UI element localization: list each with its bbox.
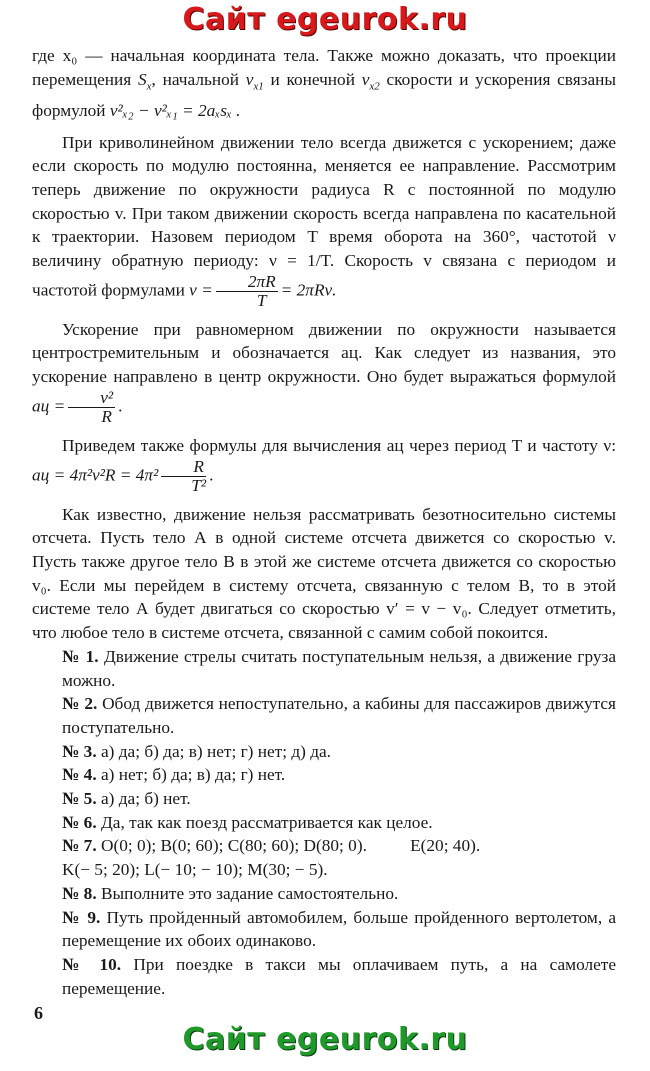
f4-denominator: T² — [191, 475, 207, 495]
answers-list — [32, 645, 616, 1001]
site-watermark-bottom: Сайт egeurok.ru — [182, 1022, 468, 1057]
formula-3-pre: aц = — [32, 396, 66, 416]
paragraph-3: Ускорение при равномерном движении по окружности называется центростремительным и обозначается aц. Как следует из названия, это ускорение направлено в центр окружности. Оно будет выражаться формулой aц = $\frac{\text{v²}}{R}$ . — [32, 319, 616, 426]
p2-text: При криволинейном движении тело всегда движется с ускорением; даже если скорость по модулю постоянна, меняется ее направление. Рассмотрим теперь движение по окружности радиуса R с постоянной по модулю скоростью v. При таком движении скорость всегда направлена по касательной к траектории. Назовем периодом T время оборота на 360°, частотой ν величину обратную периоду: ν = 1/T. Скорость v связана с периодом и частотой формулами — [32, 132, 616, 300]
answer-7 — [32, 834, 616, 858]
answer-4 — [32, 763, 616, 787]
paragraph-4: Приведем также формулы для вычисления aц через период T и частоту ν: aц = 4π²ν²R = 4π² $\frac{R}{\text{T²}}$ . — [32, 435, 616, 495]
answer-text: Выполните это задание самостоятельно. — [100, 883, 399, 903]
formula-3-fraction — [68, 389, 115, 426]
f2-denominator: T — [256, 290, 267, 310]
answer-number: № 3. — [62, 741, 97, 761]
textbook-page — [32, 44, 616, 1000]
f3-denominator: R — [101, 406, 112, 426]
answer-1 — [32, 645, 616, 692]
f3-numerator: v² — [68, 389, 115, 408]
paragraph-1: где x₀ — начальная координата тела. Также можно доказать, что проекции перемещения $S_x$, начальной $v_{x1}$ и конечной $v_{x2}$ скорости и ускорения связаны формулой v²ₓ₂ − v²ₓ₁ = 2aₓsₓ . — [32, 46, 617, 120]
answer-number: № 4. — [62, 765, 97, 785]
answer-number: № 10. — [62, 954, 122, 974]
answer-number: № 8. — [62, 883, 97, 903]
formula-2-pre: v = — [189, 280, 213, 300]
page-number: 6 — [34, 1003, 43, 1023]
answer-3 — [32, 740, 616, 764]
answer-text: Да, так как поезд рассматривается как целое. — [100, 812, 433, 832]
formula-4-fraction — [161, 458, 206, 495]
answer-5 — [32, 787, 616, 811]
answer-text: а) нет; б) да; в) да; г) нет. — [100, 765, 286, 785]
answer-text: а) да; б) да; в) нет; г) нет; д) да. — [100, 741, 331, 761]
f2-numerator: 2πR — [216, 273, 278, 292]
p1-c: начальной — [162, 69, 239, 89]
formula-2-post: = 2πRν. — [280, 280, 337, 300]
answer-number: № 2. — [62, 694, 98, 714]
answer-number: № 6. — [62, 812, 97, 832]
answer-10 — [32, 953, 616, 1000]
p3-text: Ускорение при равномерном движении по окружности называется центростремительным и обозначается aц. Как следует из названия, это ускорение направлено в центр окружности. Оно будет выражаться формулой — [32, 319, 616, 387]
answer-9 — [32, 906, 616, 953]
answer-text: Движение стрелы считать поступательным нельзя, а движение груза можно. — [62, 646, 616, 690]
formula-1: v²ₓ₂ − v²ₓ₁ = 2aₓsₓ . — [109, 100, 241, 120]
answer-number: № 9. — [62, 907, 101, 927]
answer-text: Путь пройденный автомобилем, больше пройденного вертолетом, а перемещение их обоих одинаково. — [62, 907, 616, 951]
answer-number: № 5. — [62, 789, 97, 809]
paragraph-2 — [32, 131, 616, 310]
p1-e: скорости и ускорения связаны формулой — [32, 69, 617, 120]
answer-number: № 7. — [62, 836, 97, 856]
p1-b: x₀ — начальная координата тела. Также можно доказать, что проекции перемещения — [32, 46, 616, 89]
answer-6 — [32, 811, 616, 835]
answer-number: № 1. — [62, 646, 99, 666]
answer-2 — [32, 692, 616, 739]
answer-text: O(0; 0); B(0; 60); C(80; 60); D(80; 0). E(20; 40). — [100, 836, 481, 856]
f4-numerator: R — [161, 458, 206, 477]
answer-text: Обод движется непоступательно, а кабины для пассажиров движутся поступательно. — [62, 694, 616, 737]
site-watermark-top: Сайт egeurok.ru — [182, 2, 468, 37]
paragraph-5: Как известно, движение нельзя рассматривать безотносительно системы отсчета. Пусть тело А в одной системе отсчета движется со скоростью v. Пусть также другое тело В в этой же системе отсчета движется со скоростью v₀. Если мы перейдем в систему отсчета, связанную с телом В, то в этой системе тело А будет двигаться со скоростью v′ = v − v₀. Следует отметить, что любое тело в системе отсчета, связанной с самим собой покоится. — [32, 504, 616, 643]
answer-7-continuation: K(− 5; 20); L(− 10; − 10); M(30; − 5). — [62, 860, 328, 880]
formula-4-pre: aц = 4π²ν²R = 4π² — [32, 465, 159, 485]
answer-text: При поездке в такси мы оплачиваем путь, а на самолете перемещение. — [62, 954, 616, 998]
p1-d: и конечной — [270, 69, 355, 89]
p1-a: где — [32, 46, 55, 65]
p4-text: Приведем также формулы для вычисления aц через период T и частоту ν: — [62, 435, 616, 455]
answer-text: а) да; б) нет. — [100, 789, 191, 809]
formula-2-fraction — [216, 273, 278, 310]
answer-8 — [32, 882, 616, 906]
